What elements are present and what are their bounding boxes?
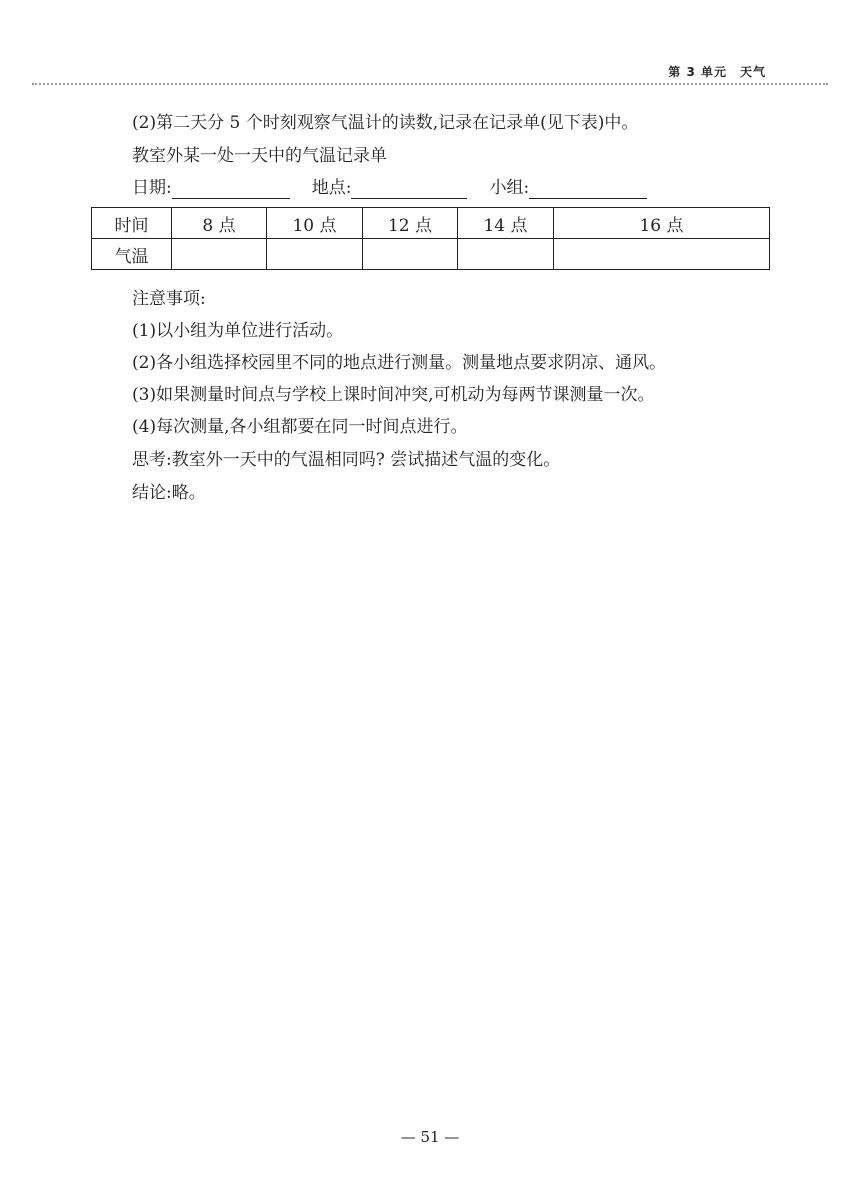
note-item: (4)每次测量,各小组都要在同一时间点进行。 (132, 417, 468, 437)
date-label: 日期: (132, 178, 172, 198)
place-label: 地点: (311, 178, 352, 198)
table-title: 教室外某一处一天中的气温记录单 (132, 146, 387, 166)
thinking-text: 思考:教室外一天中的气温相同吗? 尝试描述气温的变化。 (132, 450, 561, 470)
group-blank (529, 181, 647, 199)
table-empty-cell (554, 239, 770, 270)
table-empty-cell (267, 239, 363, 270)
table-header-cell: 气温 (92, 239, 172, 270)
table-header-cell: 时间 (92, 208, 172, 239)
table-cell: 8 点 (172, 208, 267, 239)
conclusion-text: 结论:略。 (132, 483, 206, 503)
notes-title: 注意事项: (132, 289, 206, 309)
header-divider (32, 83, 828, 85)
date-blank (172, 181, 290, 199)
page-number: — 51 — (400, 1128, 460, 1146)
table-cell: 14 点 (458, 208, 554, 239)
table-row-temperature (92, 239, 770, 270)
table-cell: 12 点 (363, 208, 458, 239)
table-empty-cell (458, 239, 554, 270)
step-2-text: (2)第二天分 5 个时刻观察气温计的读数,记录在记录单(见下表)中。 (132, 113, 639, 133)
table-row-time (92, 208, 770, 239)
note-item: (1)以小组为单位进行活动。 (132, 321, 344, 341)
temperature-record-table (91, 207, 770, 270)
note-item: (3)如果测量时间点与学校上课时间冲突,可机动为每两节课测量一次。 (132, 385, 655, 405)
record-fields (132, 177, 647, 199)
group-label: 小组: (489, 178, 530, 198)
place-blank (351, 181, 467, 199)
table-cell: 10 点 (267, 208, 363, 239)
note-item: (2)各小组选择校园里不同的地点进行测量。测量地点要求阴凉、通风。 (132, 353, 667, 373)
running-header: 第 3 单元 天气 (668, 65, 766, 79)
table-empty-cell (363, 239, 458, 270)
table-empty-cell (172, 239, 267, 270)
table-cell: 16 点 (554, 208, 770, 239)
